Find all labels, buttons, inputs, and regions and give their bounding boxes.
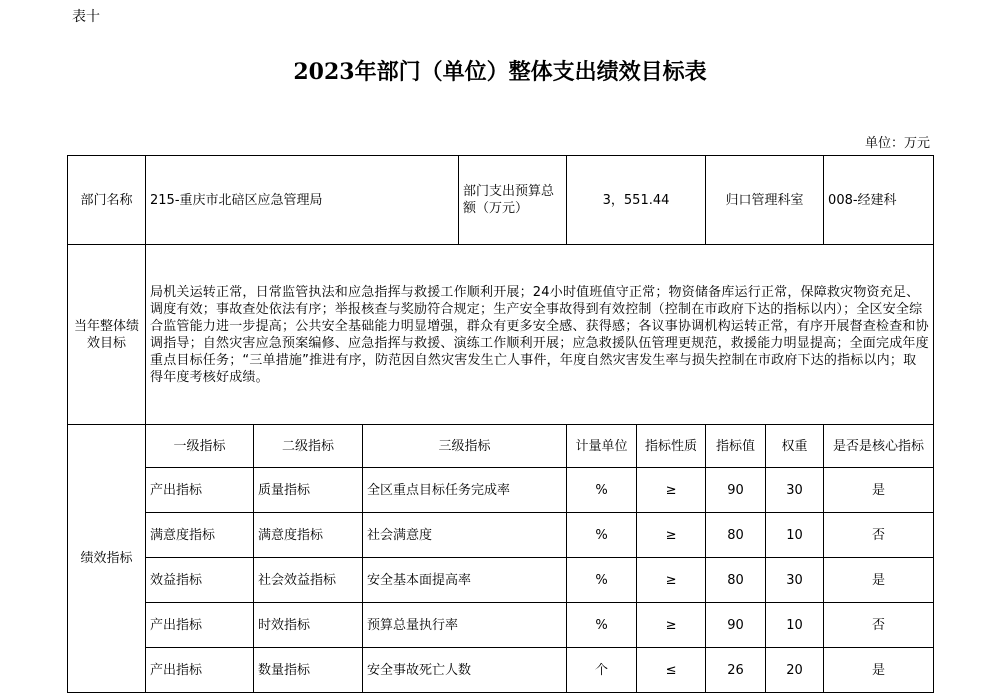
cell-level2: 满意度指标 <box>254 513 363 558</box>
header-level2: 二级指标 <box>254 425 363 468</box>
header-value: 指标值 <box>706 425 766 468</box>
indicators-label: 绩效指标 <box>68 425 146 693</box>
cell-level3: 安全基本面提高率 <box>363 558 567 603</box>
page-title: 2023年部门（单位）整体支出绩效目标表 <box>293 59 707 85</box>
cell-level1: 效益指标 <box>146 558 254 603</box>
cell-level2: 数量指标 <box>254 648 363 693</box>
cell-weight: 10 <box>766 603 824 648</box>
cell-level1: 产出指标 <box>146 648 254 693</box>
table-row <box>68 513 934 558</box>
cell-unit: % <box>567 558 637 603</box>
cell-level2: 时效指标 <box>254 603 363 648</box>
cell-unit: % <box>567 468 637 513</box>
header-core: 是否是核心指标 <box>824 425 934 468</box>
cell-nature: ≥ <box>637 558 706 603</box>
cell-weight: 30 <box>766 468 824 513</box>
cell-nature: ≤ <box>637 648 706 693</box>
unit-label: 单位：万元 <box>864 136 930 151</box>
cell-core: 否 <box>824 513 934 558</box>
cell-nature: ≥ <box>637 468 706 513</box>
header-level1: 一级指标 <box>146 425 254 468</box>
header-unit: 计量单位 <box>567 425 637 468</box>
cell-level3: 社会满意度 <box>363 513 567 558</box>
table-row <box>68 468 934 513</box>
dept-name-label: 部门名称 <box>68 156 146 245</box>
cell-unit: % <box>567 513 637 558</box>
mgmt-value: 008-经建科 <box>824 156 934 245</box>
cell-core: 否 <box>824 603 934 648</box>
cell-value: 90 <box>706 603 766 648</box>
cell-level3: 安全事故死亡人数 <box>363 648 567 693</box>
cell-unit: 个 <box>567 648 637 693</box>
cell-unit: % <box>567 603 637 648</box>
table-tag: 表十 <box>72 9 100 25</box>
header-nature: 指标性质 <box>637 425 706 468</box>
performance-table <box>67 155 934 693</box>
table-row <box>68 558 934 603</box>
dept-name-value: 215-重庆市北碚区应急管理局 <box>146 156 459 245</box>
dept-info-row <box>68 156 934 245</box>
cell-level2: 社会效益指标 <box>254 558 363 603</box>
mgmt-label: 归口管理科室 <box>706 156 824 245</box>
cell-level3: 预算总量执行率 <box>363 603 567 648</box>
cell-value: 80 <box>706 558 766 603</box>
cell-weight: 30 <box>766 558 824 603</box>
header-weight: 权重 <box>766 425 824 468</box>
cell-level1: 产出指标 <box>146 468 254 513</box>
cell-level1: 产出指标 <box>146 603 254 648</box>
cell-weight: 10 <box>766 513 824 558</box>
table-row <box>68 648 934 693</box>
cell-nature: ≥ <box>637 513 706 558</box>
cell-core: 是 <box>824 648 934 693</box>
cell-core: 是 <box>824 468 934 513</box>
cell-level2: 质量指标 <box>254 468 363 513</box>
indicator-header-row <box>68 425 934 468</box>
goal-label: 当年整体绩效目标 <box>68 245 146 425</box>
table-row <box>68 603 934 648</box>
cell-value: 80 <box>706 513 766 558</box>
cell-value: 26 <box>706 648 766 693</box>
cell-value: 90 <box>706 468 766 513</box>
budget-label: 部门支出预算总额（万元） <box>459 156 567 245</box>
cell-level1: 满意度指标 <box>146 513 254 558</box>
goal-text: 局机关运转正常，日常监管执法和应急指挥与救援工作顺利开展；24小时值班值守正常；物资储备库运行正常，保障救灾物资充足、调度有效；事故查处依法有序；举报核查与奖励符合规定；生产安全事故得到有效控制（控制在市政府下达的指标以内）；全区安全综合监管能力进一步提高；公共安全基础能力明显增强，群众有更多安全感、获得感；各议事协调机构运转正常，有序开展督查检查和协调指导；自然灾害应急预案编修、应急指挥与救援、演练工作顺利开展；应急救援队伍管理更规范，救援能力明显提高；全面完成年度重点目标任务；“三单措施”推进有序，防范因自然灾害发生亡人事件，年度自然灾害发生率与损失控制在市政府下达的指标以内；取得年度考核好成绩。 <box>146 245 934 425</box>
cell-nature: ≥ <box>637 603 706 648</box>
budget-value: 3，551.44 <box>567 156 706 245</box>
cell-level3: 全区重点目标任务完成率 <box>363 468 567 513</box>
goal-row <box>68 245 934 425</box>
cell-weight: 20 <box>766 648 824 693</box>
header-level3: 三级指标 <box>363 425 567 468</box>
cell-core: 是 <box>824 558 934 603</box>
